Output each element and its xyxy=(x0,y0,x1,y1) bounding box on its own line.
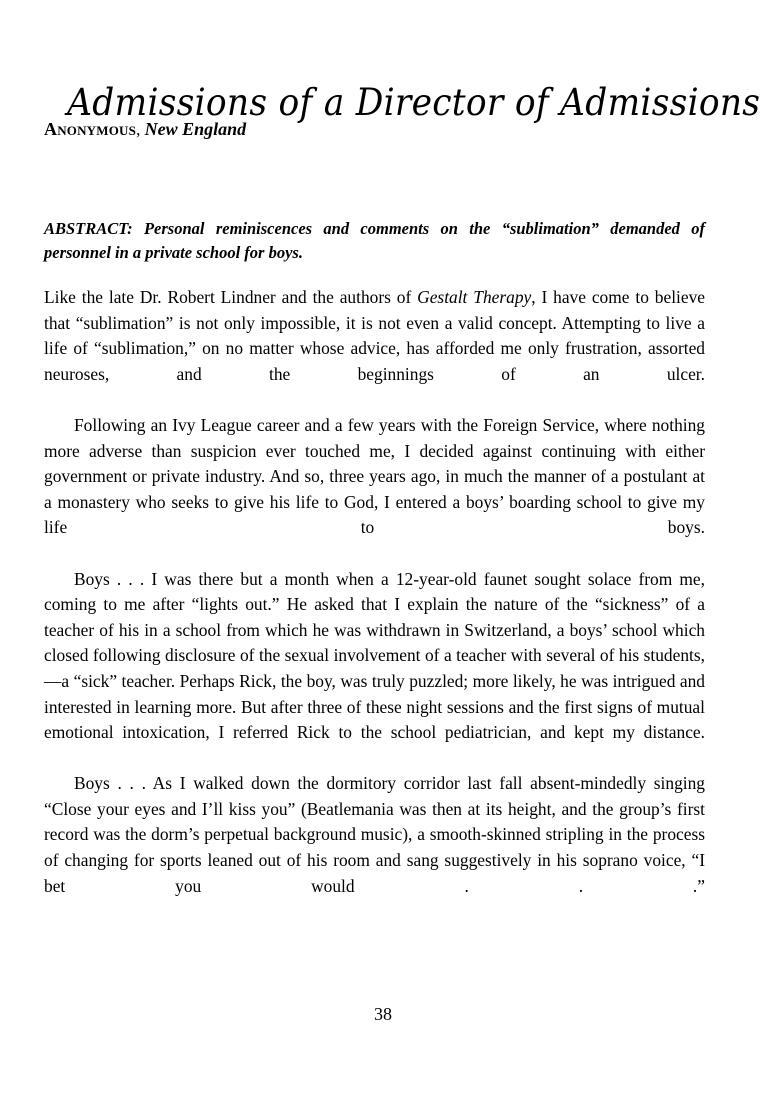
byline-affiliation: New England xyxy=(144,119,247,139)
byline-author: Anonymous xyxy=(44,119,137,139)
body-text xyxy=(44,285,705,925)
book-title-gestalt-therapy: Gestalt Therapy xyxy=(417,287,532,307)
body-paragraph-2: Following an Ivy League career and a few years with the Foreign Service, where nothing more adverse than suspicion ever touched me, I decided against continuing with either government or private industry. And so, three years ago, in much the manner of a postulant at a monastery who seeks to give his life to God, I entered a boys’ boarding school to give my life to boys. xyxy=(44,414,705,538)
abstract-block xyxy=(44,217,705,265)
abstract-text: Personal reminiscences and comments on the “sublimation” demanded of personnel in a private school for boys. xyxy=(44,218,705,262)
byline-separator: , xyxy=(136,120,145,139)
page-number: 38 xyxy=(374,1004,392,1024)
body-paragraph-3: Boys . . . I was there but a month when a 12-year-old faunet sought solace from me, coming to me after “lights out.” He asked that I explain the nature of the “sickness” of a teacher of his in a school from which he was withdrawn in Switzerland, a boys’ school which closed following disclosure of the sexual involvement of a teacher with several of his students,—a “sick” teacher. Perhaps Rick, the boy, was truly puzzled; more likely, he was intrigued and interested in learning more. But after three of these night sessions and the first signs of mutual emotional intoxication, I referred Rick to the school pediatrician, and kept my distance. xyxy=(44,568,705,743)
page-title: Admissions of a Director of Admissions xyxy=(67,80,761,124)
abstract-label: ABSTRACT: xyxy=(44,218,133,238)
body-paragraph-1 xyxy=(44,285,705,413)
paragraph-1-segment-a: Like the late Dr. Robert Lindner and the authors of xyxy=(44,287,418,307)
paragraph-1-segment-b: , I have come to believe that “sublimation” is not only impossible, it is not even a valid concept. Attempting to live a life of “sublimation,” on no matter whose advice, has afforded me only frustration, assorted neuroses, and the beginnings of an ulcer. xyxy=(44,287,705,384)
body-paragraph-4: Boys . . . As I walked down the dormitory corridor last fall absent-mindedly singing “Close your eyes and I’ll kiss you” (Beatlemania was then at its height, and the group’s first record was the dorm’s perpetual background music), a smooth-skinned stripling in the process of changing for sports leaned out of his room and sang suggestively in his soprano voice, “I bet you would . . .” xyxy=(44,773,705,896)
byline xyxy=(44,118,246,141)
